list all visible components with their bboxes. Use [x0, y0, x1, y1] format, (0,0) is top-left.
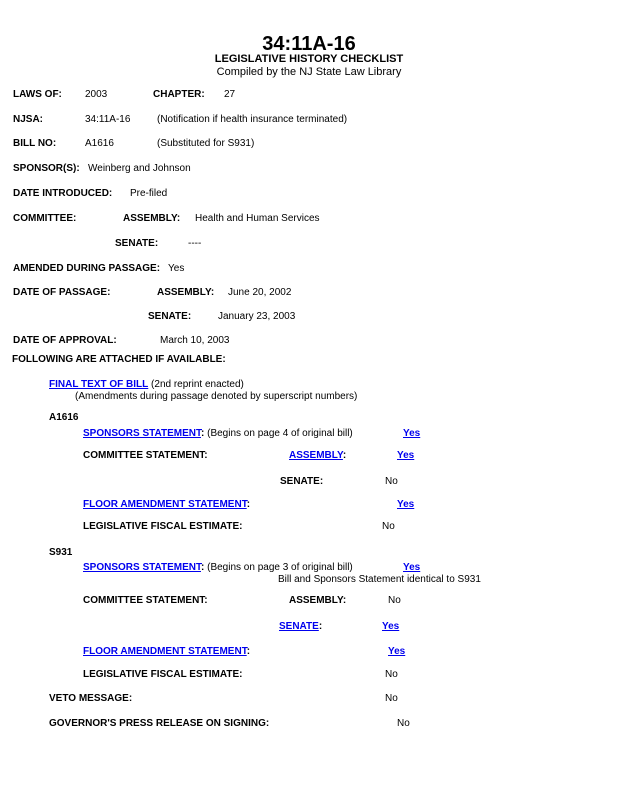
veto-message-label: VETO MESSAGE: — [49, 693, 133, 704]
bill-no-note: (Substituted for S931) — [157, 138, 255, 149]
chapter-label: CHAPTER: — [153, 89, 205, 100]
a1616-floor-amendment-link[interactable]: FLOOR AMENDMENT STATEMENT — [83, 499, 247, 510]
committee-senate-label: SENATE: — [115, 238, 159, 249]
doc-subtitle: Compiled by the NJ State Law Library — [216, 66, 402, 78]
a1616-floor-yes-link[interactable]: Yes — [397, 499, 415, 510]
passage-senate-label: SENATE: — [148, 311, 192, 322]
laws-of-label: LAWS OF: — [13, 89, 62, 100]
s931-floor-yes-link[interactable]: Yes — [388, 646, 406, 657]
bill-no-label: BILL NO: — [13, 138, 57, 149]
final-text-row — [49, 379, 244, 391]
s931-floor-row — [83, 646, 250, 658]
s931-sponsors-row — [83, 562, 353, 574]
a1616-sponsors-yes-link[interactable]: Yes — [403, 428, 421, 439]
chapter-value: 27 — [224, 89, 236, 100]
amended-value: Yes — [168, 263, 185, 274]
njsa-label: NJSA: — [13, 114, 44, 125]
s931-fiscal-value: No — [385, 669, 398, 680]
governor-press-release-value: No — [397, 718, 410, 729]
passage-senate-value: January 23, 2003 — [218, 311, 296, 322]
a1616-assembly-yes-link[interactable]: Yes — [397, 450, 415, 461]
s931-senate-link[interactable]: SENATE — [279, 621, 319, 632]
passage-assembly-value: June 20, 2002 — [228, 287, 292, 298]
statute-title: 34:11A-16 — [262, 33, 356, 55]
njsa-value: 34:11A-16 — [85, 114, 131, 125]
veto-message-value: No — [385, 693, 398, 704]
a1616-sponsors-colon: : — [200, 428, 205, 439]
s931-sponsors-note: (Begins on page 3 of original bill) — [207, 562, 353, 573]
date-of-approval-value: March 10, 2003 — [160, 335, 230, 346]
a1616-assembly-colon: : — [342, 450, 347, 461]
doc-title: LEGISLATIVE HISTORY CHECKLIST — [214, 53, 404, 65]
s931-committee-statement-label: COMMITTEE STATEMENT: — [83, 595, 208, 606]
final-text-note: (2nd reprint enacted) — [151, 379, 244, 390]
a1616-committee-statement-label: COMMITTEE STATEMENT: — [83, 450, 208, 461]
s931-floor-colon: : — [246, 646, 251, 657]
committee-label: COMMITTEE: — [13, 213, 77, 224]
s931-senate-colon: : — [318, 621, 323, 632]
a1616-floor-colon: : — [246, 499, 251, 510]
attached-heading: FOLLOWING ARE ATTACHED IF AVAILABLE: — [12, 354, 226, 365]
sponsors-label: SPONSOR(S): — [13, 163, 80, 174]
committee-assembly-value: Health and Human Services — [195, 213, 320, 224]
a1616-fiscal-value: No — [382, 521, 395, 532]
a1616-heading: A1616 — [49, 412, 79, 423]
amended-label: AMENDED DURING PASSAGE: — [13, 263, 161, 274]
s931-heading: S931 — [49, 547, 73, 558]
s931-sponsors-statement-link[interactable]: SPONSORS STATEMENT — [83, 562, 201, 573]
committee-senate-value: ---- — [188, 238, 202, 249]
a1616-sponsors-note: (Begins on page 4 of original bill) — [207, 428, 353, 439]
committee-assembly-label: ASSEMBLY: — [123, 213, 181, 224]
passage-assembly-label: ASSEMBLY: — [157, 287, 215, 298]
a1616-committee-assembly — [289, 450, 346, 462]
s931-fiscal-label: LEGISLATIVE FISCAL ESTIMATE: — [83, 669, 243, 680]
a1616-senate-value: No — [385, 476, 398, 487]
a1616-floor-row — [83, 499, 250, 511]
sponsors-value: Weinberg and Johnson — [88, 163, 191, 174]
njsa-note: (Notification if health insurance terminated) — [157, 114, 348, 125]
a1616-sponsors-statement-link[interactable]: SPONSORS STATEMENT — [83, 428, 201, 439]
a1616-sponsors-row — [83, 428, 353, 440]
date-of-passage-label: DATE OF PASSAGE: — [13, 287, 111, 298]
laws-of-value: 2003 — [85, 89, 108, 100]
a1616-senate-label: SENATE: — [280, 476, 324, 487]
a1616-fiscal-label: LEGISLATIVE FISCAL ESTIMATE: — [83, 521, 243, 532]
s931-senate-yes-link[interactable]: Yes — [382, 621, 400, 632]
a1616-assembly-link[interactable]: ASSEMBLY — [289, 450, 343, 461]
s931-sponsors-colon: : — [200, 562, 205, 573]
bill-no-value: A1616 — [85, 138, 114, 149]
s931-sponsors-note2: Bill and Sponsors Statement identical to S931 — [278, 574, 481, 585]
date-of-approval-label: DATE OF APPROVAL: — [13, 335, 117, 346]
governor-press-release-label: GOVERNOR'S PRESS RELEASE ON SIGNING: — [49, 718, 270, 729]
s931-floor-amendment-link[interactable]: FLOOR AMENDMENT STATEMENT — [83, 646, 247, 657]
final-text-note2: (Amendments during passage denoted by superscript numbers) — [75, 391, 358, 402]
s931-sponsors-yes-link[interactable]: Yes — [403, 562, 421, 573]
s931-senate-row — [279, 621, 322, 633]
s931-assembly-label: ASSEMBLY: — [289, 595, 347, 606]
date-introduced-value: Pre-filed — [130, 188, 168, 199]
date-introduced-label: DATE INTRODUCED: — [13, 188, 113, 199]
s931-assembly-value: No — [388, 595, 401, 606]
final-text-of-bill-link[interactable]: FINAL TEXT OF BILL — [49, 379, 149, 390]
